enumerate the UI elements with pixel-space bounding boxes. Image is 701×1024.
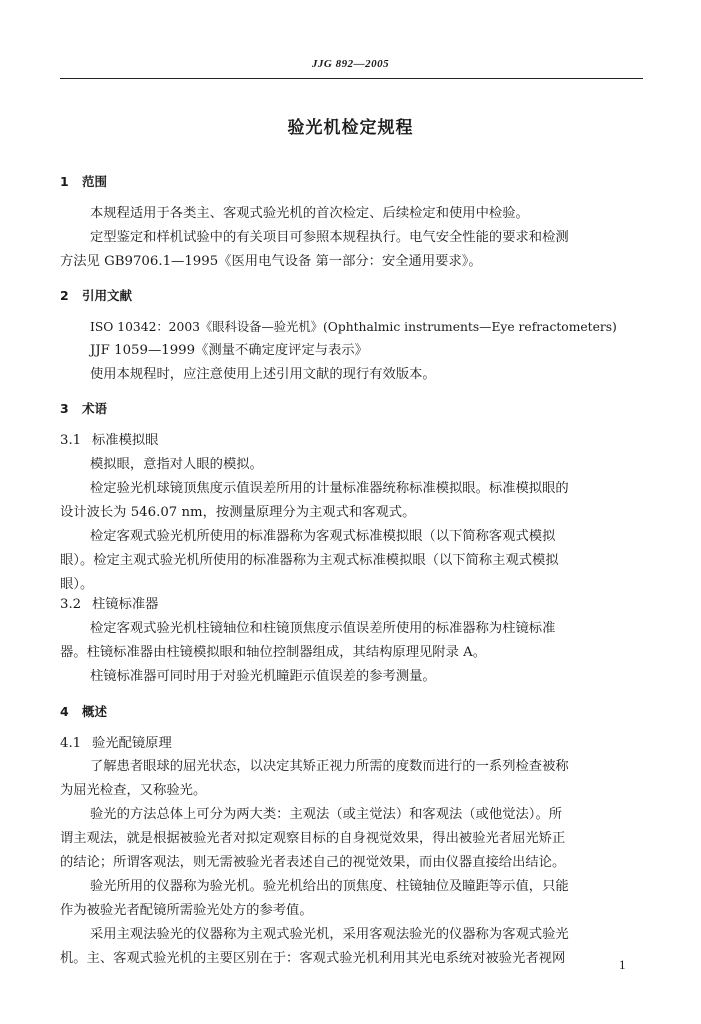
paragraph-line: 作为被验光者配镜所需验光处方的参考值。	[60, 903, 313, 918]
paragraph-line: 检定客观式验光机柱镜轴位和柱镜顶焦度示值误差所使用的标准器称为柱镜标准	[90, 621, 556, 636]
header-divider	[60, 78, 643, 79]
subsection-heading	[60, 596, 158, 614]
subsection-title: 柱镜标准器	[92, 597, 159, 612]
paragraph-line: 眼）。	[60, 577, 94, 592]
paragraph-line: 机。主、客观式验光机的主要区别在于：客观式验光机利用其光电系统对被验光者视网	[60, 951, 566, 966]
section-title: 术语	[82, 401, 108, 416]
subsection-heading	[60, 432, 158, 450]
paragraph-line: 验光所用的仪器称为验光机。验光机给出的顶焦度、柱镜轴位及瞳距等示值，只能	[90, 879, 569, 894]
section-heading	[60, 400, 107, 418]
paragraph-line: 检定客观式验光机所使用的标准器称为客观式标准模拟眼（以下简称客观式模拟	[90, 529, 556, 544]
section-title: 范围	[82, 174, 108, 189]
paragraph-line: 本规程适用于各类主、客观式验光机的首次检定、后续检定和使用中检验。	[90, 206, 529, 221]
subsection-number: 3.1	[60, 433, 82, 448]
paragraph-line: 定型鉴定和样机试验中的有关项目可参照本规程执行。电气安全性能的要求和检测	[90, 230, 569, 245]
paragraph-line: 检定验光机球镜顶焦度示值误差所用的计量标准器统称标准模拟眼。标准模拟眼的	[90, 481, 569, 496]
paragraph-line: 设计波长为 546.07 nm，按测量原理分为主观式和客观式。	[60, 505, 416, 520]
standard-code-header: JJG 892—2005	[311, 58, 390, 70]
section-title: 引用文献	[82, 288, 133, 303]
paragraph-line: 模拟眼，意指对人眼的模拟。	[90, 457, 263, 472]
paragraph-line: 谓主观法，就是根据被验光者对拟定观察目标的自身视觉效果，得出被验光者屈光矫正	[60, 831, 566, 846]
section-heading	[60, 173, 107, 191]
page-number: 1	[619, 957, 626, 972]
reference-item: ISO 10342：2003《眼科设备—验光机》(Ophthalmic instruments—Eye refractometers)	[90, 320, 617, 334]
subsection-heading	[60, 735, 172, 753]
paragraph-line: 柱镜标准器可同时用于对验光机瞳距示值误差的参考测量。	[90, 669, 436, 684]
subsection-title: 验光配镜原理	[92, 736, 172, 751]
section-heading	[60, 287, 132, 305]
subsection-number: 3.2	[60, 597, 82, 612]
section-number: 1	[60, 174, 69, 189]
section-title: 概述	[82, 704, 108, 719]
section-number: 2	[60, 288, 69, 303]
paragraph-line: 器。柱镜标准器由柱镜模拟眼和轴位控制器组成，其结构原理见附录 A。	[60, 645, 487, 660]
reference-item: JJF 1059—1999《测量不确定度评定与表示》	[90, 343, 368, 358]
subsection-number: 4.1	[60, 736, 82, 751]
paragraph-line: 的结论；所谓客观法，则无需被验光者表述自己的视觉效果，而由仪器直接给出结论。	[60, 855, 566, 870]
paragraph-line: 采用主观法验光的仪器称为主观式验光机，采用客观法验光的仪器称为客观式验光	[90, 927, 569, 942]
subsection-title: 标准模拟眼	[92, 433, 159, 448]
document-title: 验光机检定规程	[287, 118, 414, 138]
section-number: 3	[60, 401, 69, 416]
section-heading	[60, 703, 107, 721]
paragraph-line: 了解患者眼球的屈光状态，以决定其矫正视力所需的度数而进行的一系列检查被称	[90, 759, 569, 774]
paragraph-line: 使用本规程时，应注意使用上述引用文献的现行有效版本。	[90, 367, 436, 382]
section-number: 4	[60, 704, 69, 719]
paragraph-line: 眼）。检定主观式验光机所使用的标准器称为主观式标准模拟眼（以下简称主观式模拟	[60, 553, 559, 568]
paragraph-line: 方法见 GB9706.1—1995《医用电气设备 第一部分：安全通用要求》。	[60, 254, 482, 269]
paragraph-line: 为屈光检查，又称验光。	[60, 783, 207, 798]
paragraph-line: 验光的方法总体上可分为两大类：主观法（或主觉法）和客观法（或他觉法）。所	[90, 807, 563, 822]
